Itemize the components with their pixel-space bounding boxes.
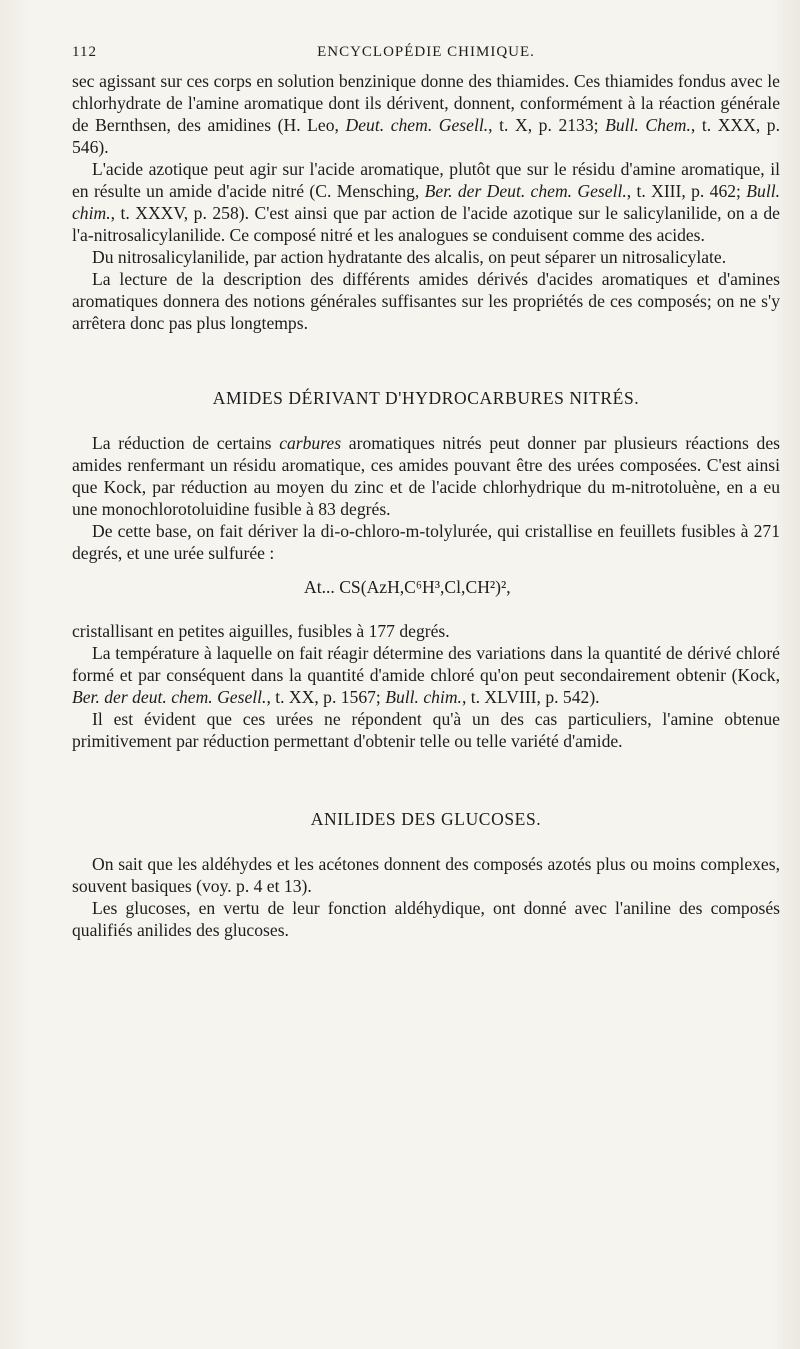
paragraph-8: La température à laquelle on fait réagir détermine des variations dans la quantité de dérivé chloré formé et par conséquent dans la quantité d'amide chloré qu'on peut secondairement obtenir (Kock, Ber. der deut. chem. Gesell., t. XX, p. 1567; Bull. chim., t. XLVIII, p. 542).	[72, 643, 780, 707]
paragraph-6: De cette base, on fait dériver la di-o-chloro-m-tolylurée, qui cristallise en feuillets fusibles à 271 degrés, et une urée sulfurée :	[72, 521, 780, 563]
page-number: 112	[72, 44, 97, 60]
section-title-anilides: ANILIDES DES GLUCOSES.	[310, 809, 542, 829]
paragraph-3: Du nitrosalicylanilide, par action hydratante des alcalis, on peut séparer un nitrosalicylate.	[92, 247, 727, 267]
running-title: ENCYCLOPÉDIE CHIMIQUE.	[317, 44, 535, 60]
section-title-amides: AMIDES DÉRIVANT D'HYDROCARBURES NITRÉS.	[212, 388, 640, 408]
paragraph-2: L'acide azotique peut agir sur l'acide aromatique, plutôt que sur le résidu d'amine aromatique, il en résulte un amide d'acide nitré (C. Mensching, Ber. der Deut. chem. Gesell., t. XIII, p. 462; Bull. chim., t. XXXV, p. 258). C'est ainsi que par action de l'acide azotique sur le salicylanilide, on a de l'a-nitrosalicylanilide. Ce composé nitré et les analogues se conduisent comme des acides.	[72, 159, 780, 245]
paragraph-11: Les glucoses, en vertu de leur fonction aldéhydique, ont donné avec l'aniline des composés qualifiés anilides des glucoses.	[72, 898, 780, 940]
paragraph-10: On sait que les aldéhydes et les acétones donnent des composés azotés plus ou moins complexes, souvent basiques (voy. p. 4 et 13).	[72, 854, 780, 896]
paragraph-7: cristallisant en petites aiguilles, fusibles à 177 degrés.	[72, 621, 450, 641]
paragraph-1: sec agissant sur ces corps en solution benzinique donne des thiamides. Ces thiamides fondus avec le chlorhydrate de l'amine aromatique dont ils dérivent, donnent, conformément à la réaction générale de Bernthsen, des amidines (H. Leo, Deut. chem. Gesell., t. X, p. 2133; Bull. Chem., t. XXX, p. 546).	[72, 71, 780, 157]
paragraph-4: La lecture de la description des différents amides dérivés d'acides aromatiques et d'amines aromatiques donnera des notions générales suffisantes sur les propriétés de ces composés; on ne s'y arrêtera donc pas plus longtemps.	[72, 269, 780, 333]
page-body	[72, 70, 780, 941]
page-header	[72, 44, 780, 68]
paragraph-9: Il est évident que ces urées ne répondent qu'à un des cas particuliers, l'amine obtenue primitivement par réduction permettant d'obtenir telle ou telle variété d'amide.	[72, 709, 780, 751]
chemical-formula: At... CS(AzH,C⁶H³,Cl,CH²)²,	[304, 577, 511, 597]
paragraph-5: La réduction de certains carbures aromatiques nitrés peut donner par plusieurs réactions des amides renfermant un résidu aromatique, ces amides pouvant être des urées composées. C'est ainsi que Kock, par réduction au moyen du zinc et de l'acide chlorhydrique du m-nitrotoluène, en a eu une monochlorotoluidine fusible à 83 degrés.	[72, 433, 780, 519]
